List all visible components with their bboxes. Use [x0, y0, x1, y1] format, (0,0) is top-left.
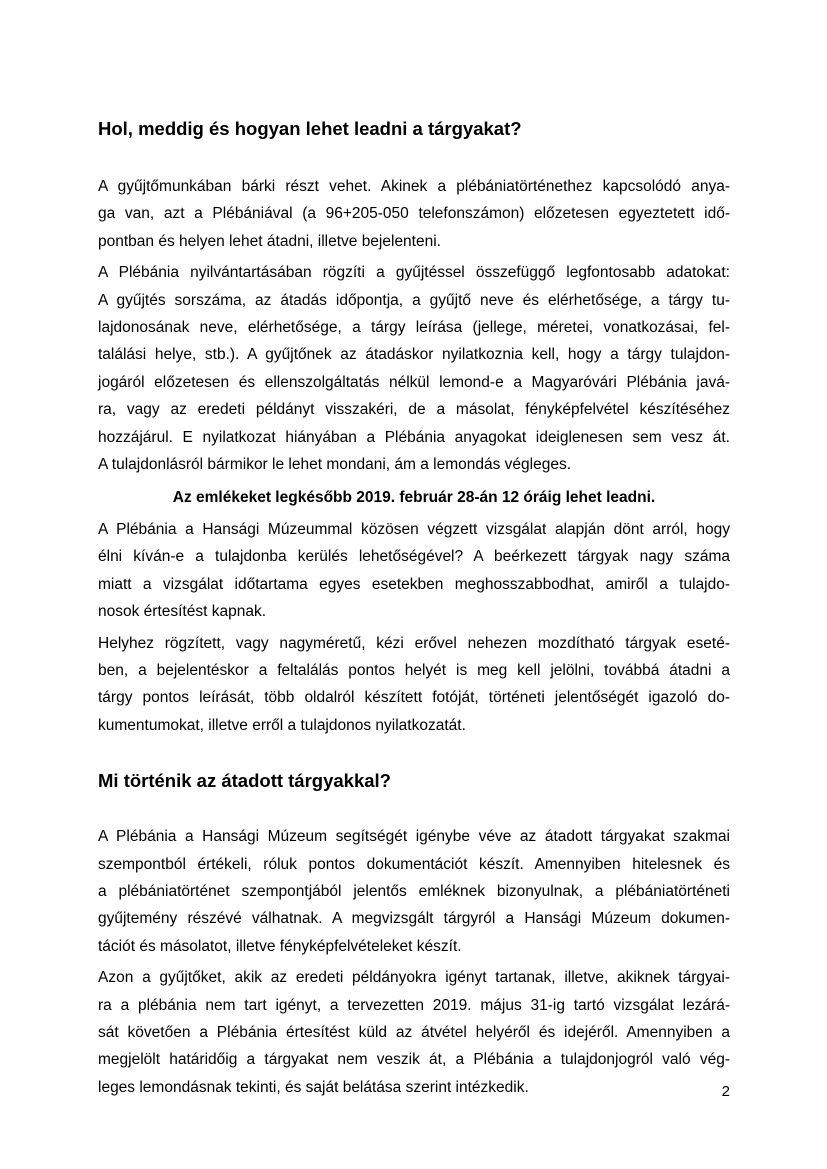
paragraph-4 [98, 630, 730, 740]
document-content [98, 0, 730, 1105]
deadline-note: Az emlékeket legkésőbb 2019. február 28-án 12 óráig lehet leadni. [172, 489, 656, 507]
text-line: jogáról előzetesen és ellenszolgáltatás nélkül lemond-e a Magyaróvári Plébánia javá- [98, 373, 730, 391]
text-line: A gyűjtőmunkában bárki részt vehet. Akinek a plébániatörténethez kapcsolódó anya- [98, 178, 730, 195]
text-line: hozzájárul. E nyilatkozat hiányában a Plébánia anyagokat ideiglenesen sem vesz át. [98, 428, 730, 446]
section-heading-2: Mi történik az átadott tárgyakkal? [98, 770, 391, 792]
page-number: 2 [721, 1083, 730, 1100]
paragraph-6 [98, 964, 730, 1101]
text-line: nosok értesítést kapnak. [98, 603, 267, 621]
paragraph-1 [98, 173, 730, 255]
text-line: ben, a bejelentéskor a feltalálás pontos helyét is meg kell jelölni, továbbá átadni a [98, 661, 730, 679]
text-line: A tulajdonlásról bármikor le lehet mondani, ám a lemondás végleges. [98, 456, 572, 474]
text-line: A Plébánia nyilvántartásában rögzíti a gyűjtéssel összefüggő legfontosabb adatokat: [98, 264, 730, 282]
text-line: sát követően a Plébánia értesítést küld az átvétel helyéről és idejéről. Amennyiben a [98, 1023, 730, 1041]
text-line: megjelölt határidőig a tárgyakat nem veszik át, a Plébánia a tulajdonjogról való vég- [98, 1051, 730, 1069]
text-line: Azon a gyűjtőket, akik az eredeti példányokra igényt tartanak, illetve, akiknek tárgyai- [98, 969, 730, 987]
text-line: miatt a vizsgálat időtartama egyes esetekben meghosszabbodhat, amiről a tulajdo- [98, 575, 730, 593]
text-line: kumentumokat, illetve erről a tulajdonos nyilatkozatát. [98, 716, 466, 734]
text-line: pontban és helyen lehet átadni, illetve bejelenteni. [98, 232, 441, 250]
text-line: lajdonosának neve, elérhetősége, a tárgy leírása (jellege, méretei, vonatkozásai, fel- [98, 319, 730, 337]
text-line: ga van, azt a Plébániával (a 96+205-050 telefonszámon) előzetesen egyeztetett idő- [98, 205, 730, 223]
text-line: tációt és másolatot, illetve fényképfelvételeket készít. [98, 937, 462, 955]
text-line: ra a plébánia nem tart igényt, a tervezetten 2019. május 31-ig tartó vizsgálat lezárá- [98, 996, 730, 1014]
text-line: szempontból értékeli, róluk pontos dokumentációt készít. Amennyiben hitelesnek és [98, 855, 730, 873]
text-line: Helyhez rögzített, vagy nagyméretű, kézi erővel nehezen mozdítható tárgyak eseté- [98, 634, 730, 652]
text-line: ra, vagy az eredeti példányt visszakéri, de a másolat, fényképfelvétel készítéséhez [98, 401, 730, 419]
text-line: leges lemondásnak tekinti, és saját belátása szerint intézkedik. [98, 1078, 529, 1096]
paragraph-5 [98, 823, 730, 960]
text-line: gyűjtemény részévé válhatnak. A megvizsgált tárgyról a Hansági Múzeum dokumen- [98, 910, 730, 928]
text-line: tárgy pontos leírását, több oldalról készített fotóját, történeti jelentőségét igazoló do- [98, 689, 730, 707]
paragraph-3 [98, 516, 730, 626]
section-heading-1: Hol, meddig és hogyan lehet leadni a tárgyakat? [98, 118, 522, 139]
text-line: A gyűjtés sorszáma, az átadás időpontja, a gyűjtő neve és elérhetősége, a tárgy tu- [98, 291, 730, 309]
paragraph-2 [98, 259, 730, 478]
text-line: a plébániatörténet szempontjából jelentős emléknek bizonyulnak, a plébániatörténeti [98, 882, 730, 900]
text-line: A Plébánia a Hansági Múzeummal közösen végzett vizsgálat alapján dönt arról, hogy [98, 520, 730, 538]
text-line: találási helye, stb.). A gyűjtőnek az átadáskor nyilatkoznia kell, hogy a tárgy tulajdon- [98, 346, 730, 364]
text-line: élni kíván-e a tulajdonba kerülés lehetőségével? A beérkezett tárgyak nagy száma [98, 548, 730, 566]
text-line: A Plébánia a Hansági Múzeum segítségét igénybe véve az átadott tárgyakat szakmai [98, 828, 730, 846]
